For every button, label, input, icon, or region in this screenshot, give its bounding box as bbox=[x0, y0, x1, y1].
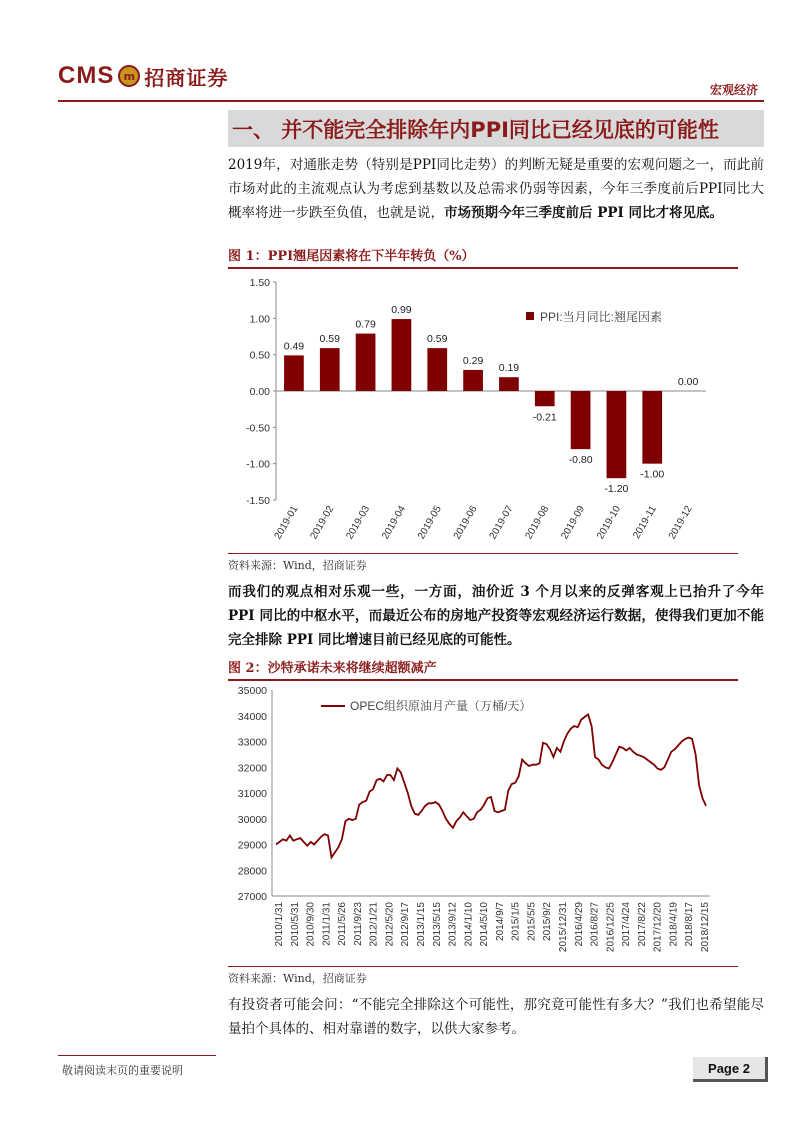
x-tick-label: 2015/12/31 bbox=[558, 902, 569, 953]
x-tick-label: 2010/5/31 bbox=[289, 902, 301, 947]
y-tick-label: 32000 bbox=[237, 762, 267, 775]
x-tick-label: 2015/5/5 bbox=[526, 902, 538, 941]
x-tick-label: 2013/5/15 bbox=[431, 902, 443, 947]
figure-1-top-rule bbox=[228, 267, 738, 269]
logo-cms-text: CMS bbox=[58, 62, 115, 89]
bar bbox=[356, 334, 376, 391]
legend-label: OPEC组织原油月产量（万桶/天） bbox=[350, 699, 532, 713]
x-tick-label: 2019-06 bbox=[451, 504, 480, 542]
bar bbox=[499, 377, 519, 391]
bar bbox=[607, 391, 627, 478]
company-logo bbox=[58, 62, 228, 90]
paragraph-intro bbox=[228, 153, 764, 225]
bar bbox=[320, 348, 340, 391]
x-tick-label: 2015/1/5 bbox=[510, 902, 522, 941]
section-heading-band bbox=[228, 110, 764, 147]
x-tick-label: 2012/5/20 bbox=[384, 902, 396, 947]
figure-1-bottom-rule bbox=[228, 553, 738, 554]
paragraph-intro-bold: 市场预期今年三季度前后 PPI 同比才将见底。 bbox=[444, 205, 724, 221]
y-tick-label: -1.00 bbox=[246, 458, 270, 471]
x-tick-label: 2019-01 bbox=[272, 504, 301, 542]
bar bbox=[571, 391, 591, 449]
data-label: -0.21 bbox=[532, 411, 557, 424]
figure-1-title: 图 1：PPI翘尾因素将在下半年转负（%） bbox=[228, 249, 475, 264]
x-tick-label: 2016/12/25 bbox=[605, 902, 617, 953]
logo-chinese-name: 招商证券 bbox=[144, 65, 229, 90]
x-tick-label: 2019-11 bbox=[631, 504, 659, 541]
paragraph-question: 有投资者可能会问：“不能完全排除这个可能性，那究竟可能性有多大？”我们也希望能尽量拍个具体的、相对靠谱的数字，以供大家参考。 bbox=[228, 997, 764, 1037]
data-label: 0.29 bbox=[462, 354, 484, 367]
x-tick-label: 2014/9/7 bbox=[494, 902, 506, 941]
x-tick-label: 2014/1/10 bbox=[463, 902, 475, 947]
legend-swatch bbox=[526, 312, 534, 320]
series-line bbox=[276, 715, 706, 858]
figure-2-line-chart bbox=[228, 682, 738, 965]
data-label: -0.80 bbox=[568, 454, 593, 467]
x-tick-label: 2017/4/24 bbox=[621, 902, 633, 947]
data-label: 0.19 bbox=[498, 362, 520, 375]
bar bbox=[463, 370, 483, 391]
y-tick-label: 27000 bbox=[237, 891, 267, 903]
data-label: 0.59 bbox=[427, 333, 448, 346]
y-tick-label: 28000 bbox=[237, 865, 267, 878]
x-tick-label: 2019-09 bbox=[559, 504, 588, 542]
y-tick-label: 34000 bbox=[237, 710, 267, 723]
x-tick-label: 2011/1/31 bbox=[321, 902, 333, 946]
data-label: 0.79 bbox=[355, 318, 376, 331]
figure-2-top-rule bbox=[228, 679, 738, 681]
footer-divider bbox=[58, 1055, 216, 1056]
y-tick-label: -1.50 bbox=[246, 495, 270, 507]
footer-note: 敬请阅读末页的重要说明 bbox=[62, 1064, 183, 1077]
x-tick-label: 2018/12/15 bbox=[700, 902, 711, 953]
header-divider bbox=[58, 100, 764, 102]
bar bbox=[535, 391, 555, 406]
x-tick-label: 2015/9/2 bbox=[542, 902, 554, 941]
y-tick-label: 33000 bbox=[237, 736, 267, 749]
x-tick-label: 2012/1/21 bbox=[368, 902, 380, 947]
x-tick-label: 2017/12/20 bbox=[652, 902, 664, 953]
data-label: 0.99 bbox=[391, 304, 412, 317]
y-tick-label: 29000 bbox=[237, 839, 267, 852]
paragraph-intro-text: 2019年，对通胀走势（特别是PPI同比走势）的判断无疑是重要的宏观问题之一，而此前市场对此的主流观点认为考虑到基数以及总需求仍弱等因素，今年三季度前后PPI同比大概率将进一步跌至负值，也就是说， bbox=[228, 157, 764, 221]
x-tick-label: 2017/8/22 bbox=[636, 902, 648, 947]
x-tick-label: 2019-04 bbox=[380, 504, 409, 542]
section-label: 宏观经济 bbox=[709, 83, 758, 97]
x-tick-label: 2010/1/31 bbox=[274, 902, 285, 947]
y-tick-label: 0.50 bbox=[249, 349, 270, 362]
x-tick-label: 2014/5/10 bbox=[479, 902, 491, 947]
x-tick-label: 2018/4/19 bbox=[668, 902, 680, 947]
bar bbox=[392, 319, 412, 391]
x-tick-label: 2019-02 bbox=[308, 504, 337, 542]
section-heading: 一、 并不能完全排除年内PPI同比已经见底的可能性 bbox=[232, 117, 719, 142]
y-tick-label: 35000 bbox=[237, 685, 267, 697]
x-tick-label: 2013/1/15 bbox=[416, 902, 427, 947]
data-label: -1.20 bbox=[604, 483, 629, 496]
bar bbox=[642, 391, 662, 464]
paragraph-view: 而我们的观点相对乐观一些，一方面，油价近 3 个月以来的反弹客观上已抬升了今年 PPI 同比的中枢水平，而最近公布的房地产投资等宏观经济运行数据，使得我们更加不能完全排除 PPI 同比增速目前已经见底的可能性。 bbox=[228, 584, 764, 648]
x-tick-label: 2016/4/29 bbox=[573, 902, 585, 947]
data-label: 0.59 bbox=[319, 333, 340, 346]
y-tick-label: 1.00 bbox=[249, 313, 270, 326]
x-tick-label: 2019-10 bbox=[595, 504, 624, 542]
figure-1-source: 资料来源：Wind，招商证券 bbox=[228, 559, 367, 572]
x-tick-label: 2012/9/17 bbox=[400, 902, 412, 947]
bar bbox=[427, 348, 447, 391]
x-tick-label: 2019-07 bbox=[487, 504, 516, 542]
figure-2-title: 图 2：沙特承诺未来将继续超额减产 bbox=[228, 661, 437, 676]
data-label: -1.00 bbox=[640, 468, 665, 481]
x-tick-label: 2011/9/23 bbox=[352, 902, 364, 946]
x-tick-label: 2016/8/27 bbox=[589, 902, 601, 947]
x-tick-label: 2010/9/30 bbox=[305, 902, 317, 947]
data-label: 0.49 bbox=[283, 340, 305, 353]
data-label: 0.00 bbox=[677, 376, 699, 388]
x-tick-label: 2018/8/17 bbox=[684, 902, 696, 947]
x-tick-label: 2013/9/12 bbox=[447, 902, 459, 947]
x-tick-label: 2019-12 bbox=[666, 504, 695, 542]
y-tick-label: 30000 bbox=[237, 813, 267, 826]
figure-2-bottom-rule bbox=[228, 966, 738, 967]
y-tick-label: 1.50 bbox=[249, 277, 270, 289]
y-tick-label: 31000 bbox=[237, 788, 267, 800]
x-tick-label: 2019-03 bbox=[344, 504, 373, 542]
figure-2-source: 资料来源：Wind，招商证券 bbox=[228, 972, 367, 985]
x-tick-label: 2019-08 bbox=[523, 504, 552, 542]
legend-label: PPI:当月同比:翘尾因素 bbox=[540, 310, 663, 324]
x-tick-label: 2011/5/26 bbox=[337, 902, 349, 946]
x-tick-label: 2019-05 bbox=[415, 504, 444, 542]
page-number: Page 2 bbox=[693, 1057, 768, 1082]
bar bbox=[284, 355, 304, 391]
logo-emblem-icon: m bbox=[118, 65, 140, 87]
y-tick-label: -0.50 bbox=[246, 422, 270, 435]
figure-1-bar-chart bbox=[228, 270, 738, 552]
y-tick-label: 0.00 bbox=[249, 386, 270, 398]
